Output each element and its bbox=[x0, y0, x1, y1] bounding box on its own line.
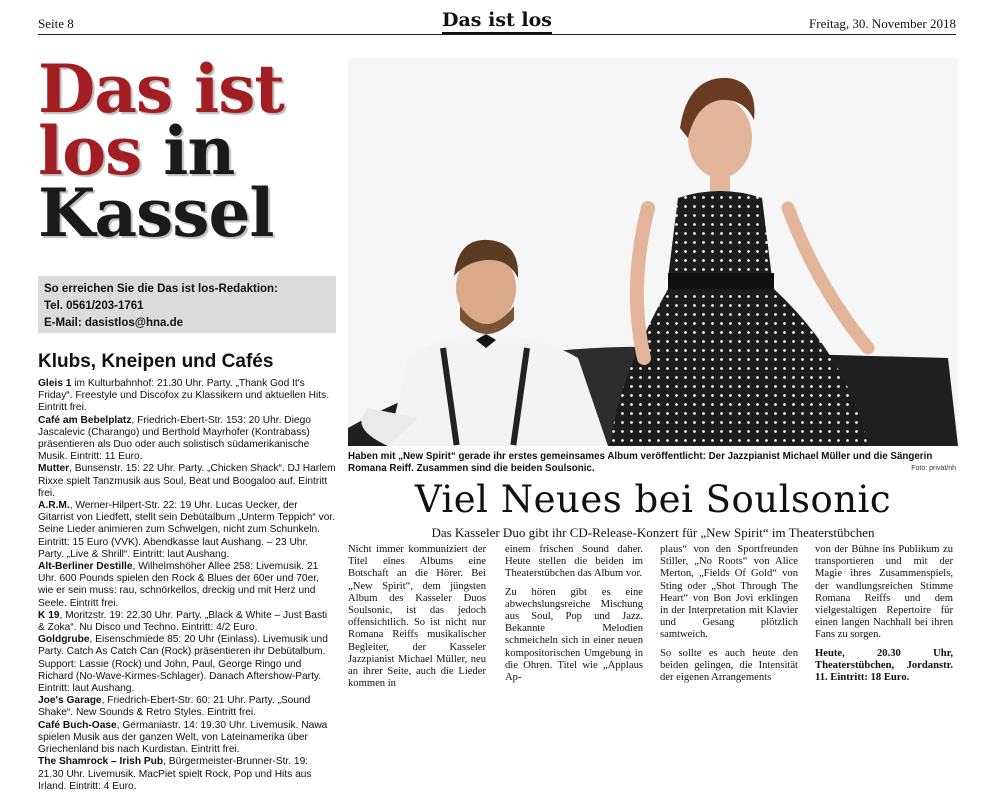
venue-details: im Kulturbahnhof: 21.30 Uhr. Party. „Thank God It's Friday“. Freestyle und Discofox zu Klassikern und aktuellen Hits. Eintritt frei. bbox=[38, 378, 330, 414]
venue-name: Café am Bebelplatz bbox=[38, 414, 132, 426]
contact-email: E-Mail: dasistlos@hna.de bbox=[44, 317, 184, 329]
masthead-line-2b: in bbox=[141, 112, 235, 190]
venue-name: Café Buch-Oase bbox=[38, 719, 117, 731]
body-paragraph: von der Bühne ins Publikum zu transportieren und mit der Magie ihres Zusammenspiels, der wandlungsreichen Stimme Romana Reiffs und dem vielgestaltigen Repertoire für einen langen Nachhall bei ihren Fans zu sorgen. bbox=[815, 544, 953, 641]
venue-details: , Moritzstr. 19: 22.30 Uhr. Party. „Black & White – Just Basti & Zoka“. Nu Disco und Techno. Eintritt: 4/2 Euro. bbox=[38, 609, 328, 634]
body-paragraph: So sollte es auch heute den beiden gelingen, die Intensität der eigenen Arrangements bbox=[660, 647, 798, 684]
article-column-1 bbox=[348, 544, 486, 693]
venue-details: , Germaniastr. 14: 19.30 Uhr. Livemusik. Nawa spielen Musik aus der ganzen Welt, von Lateinamerika über Griechenland bis nach Kurdistan. Eintritt frei. bbox=[38, 719, 328, 756]
section-title: Das ist los bbox=[442, 9, 552, 35]
venue-details: , Bunsenstr. 15: 22 Uhr. Party. „Chicken Shack“. DJ Harlem Rixxe spielt Tanzmusik aus Soul, Beat und Boogaloo auf. Eintritt frei. bbox=[38, 463, 336, 499]
contact-phone: Tel. 0561/203-1761 bbox=[44, 300, 144, 312]
venue-name: A.R.M. bbox=[38, 500, 70, 512]
venue-name: Joe's Garage bbox=[38, 695, 102, 707]
listing-item bbox=[38, 561, 336, 610]
masthead-line-2a: los bbox=[38, 112, 142, 190]
venue-details: , Bürgermeister-Brunner-Str. 19: 21.30 Uhr. Livemusik. MacPiet spielt Rock, Pop und Hits aus Irland. Eintritt: 4 Euro. bbox=[38, 756, 312, 792]
masthead-line-3: Kassel bbox=[38, 174, 274, 252]
masthead-line-1: Das ist bbox=[38, 50, 284, 128]
listing-item bbox=[38, 756, 336, 793]
contact-box bbox=[38, 276, 336, 333]
event-info: Heute, 20.30 Uhr, Theaterstübchen, Jordanstr. 11. Eintritt: 18 Euro. bbox=[815, 647, 953, 684]
venue-details: , Wilhelmshöher Allee 258: Livemusik. 21 Uhr. 600 Pounds spielen den Rock & Blues der 60er und 70er, wie er sein muss: rau, schnörkellos, dreckig und mit Herz und Seele. Eintritt frei. bbox=[38, 561, 319, 609]
page-number: Seite 8 bbox=[38, 16, 74, 31]
article-column-3 bbox=[660, 544, 798, 693]
listing-item bbox=[38, 378, 336, 415]
venue-details: , Friedrich-Ebert-Str. 153: 20 Uhr. Diego Jascalevic (Charango) und Berthold Mayrhofer (Kontrabass) präsentieren als Duo oder auch solistisch südamerikanische Musik. Eintritt: 11 Euro. bbox=[38, 414, 311, 463]
venue-name: Gleis 1 bbox=[38, 378, 72, 389]
listing-item bbox=[38, 634, 336, 695]
photo-caption: Haben mit „New Spirit“ gerade ihr erstes gemeinsames Album veröffentlicht: Der Jazzpianist Michael Müller und die Sängerin Romana Reiff. Zusammen sind die beiden Soulsonic. bbox=[348, 451, 933, 474]
venue-details: , Eisenschmiede 85: 20 Uhr (Einlass). Livemusik und Party. Catch As Catch Can (Rock) präsentieren ihr Debütalbum. Support: Lassie (Rock) und John, Paul, George Ringo und Richard (No-Wave-Kirmes-Schlager). Danach Aftershow-Party. Eintritt: laut Aushang. bbox=[38, 634, 328, 695]
body-paragraph: plaus“ von den Sportfreunden Stiller, „No Roots“ von Alice Merton, „Fields Of Gold“ von Sting oder „Shot Through The Heart“ von Bon Jovi erklingen in der Interpretation mit Klavier und Gesang plötzlich samtweich. bbox=[660, 544, 798, 641]
venue-name: Goldgrube bbox=[38, 634, 90, 646]
venue-details: , Friedrich-Ebert-Str. 60: 21 Uhr. Party. „Sound Shake“. New Sounds & Retro Styles. Eintritt frei. bbox=[38, 695, 311, 719]
article-headline: Viel Neues bei Soulsonic bbox=[414, 478, 892, 521]
body-paragraph: Nicht immer kommuniziert der Titel eines Albums eine Botschaft an die Hörer. Bei „New Spirit“, dem jüngsten Album des Kasseler Duos Soulsonic, ist das jedoch offensichtlich. So ist nicht nur Romana Reiffs musikalischer Begleiter, der Kasseler Jazzpianist Michael Müller, neu an ihrer Seite, auch die Lieder kommen in bbox=[348, 544, 486, 690]
venue-name: K 19 bbox=[38, 609, 60, 621]
listing-item bbox=[38, 500, 336, 561]
listing-item bbox=[38, 720, 336, 757]
venue-name: The Shamrock – Irish Pub bbox=[38, 756, 164, 768]
venue-details: , Werner-Hilpert-Str. 22: 19 Uhr. Lucas Uecker, der Gitarrist von Liedfett, stellt sein Debütalbum „Unterm Teppich“ vor. Seine Lieder animieren zum Schwelgen, nicht zum Schunkeln. Eintritt: 15 Euro (VVK). Abendkasse laut Aushang. – 23 Uhr. Party. „Live & Shrill“. Eintritt: laut Aushang. bbox=[38, 500, 336, 560]
venue-name: Mutter bbox=[38, 463, 70, 475]
masthead bbox=[38, 50, 338, 252]
article-column-2 bbox=[505, 544, 643, 693]
listing-item bbox=[38, 695, 336, 719]
photo-credit: Foto: privat/nh bbox=[911, 465, 956, 472]
article-column-4 bbox=[815, 544, 953, 693]
body-paragraph: einem frischen Sound daher. Heute stellen die beiden im Theaterstübchen das Album vor. bbox=[505, 544, 643, 580]
article-subhead: Das Kasseler Duo gibt ihr CD-Release-Konzert für „New Spirit“ im Theaterstübchen bbox=[431, 525, 875, 540]
venue-name: Alt-Berliner Destille bbox=[38, 561, 133, 573]
issue-date: Freitag, 30. November 2018 bbox=[809, 16, 956, 31]
body-paragraph: Zu hören gibt es eine abwechslungsreiche Mischung aus Soul, Pop und Jazz. Bekannte Melodien schmeicheln sich in einer neuen kompositorischen Umgebung in die Ohren. Titel wie „Applaus Ap- bbox=[505, 586, 643, 684]
listing-item bbox=[38, 610, 336, 634]
listings-heading: Klubs, Kneipen und Cafés bbox=[38, 351, 274, 372]
header-rule bbox=[38, 34, 956, 35]
listing-item bbox=[38, 415, 336, 464]
listings-column bbox=[38, 378, 336, 792]
contact-title: So erreichen Sie die Das ist los-Redaktion: bbox=[44, 283, 278, 295]
listing-item bbox=[38, 463, 336, 500]
page-header bbox=[38, 8, 956, 36]
article-photo bbox=[348, 58, 958, 446]
